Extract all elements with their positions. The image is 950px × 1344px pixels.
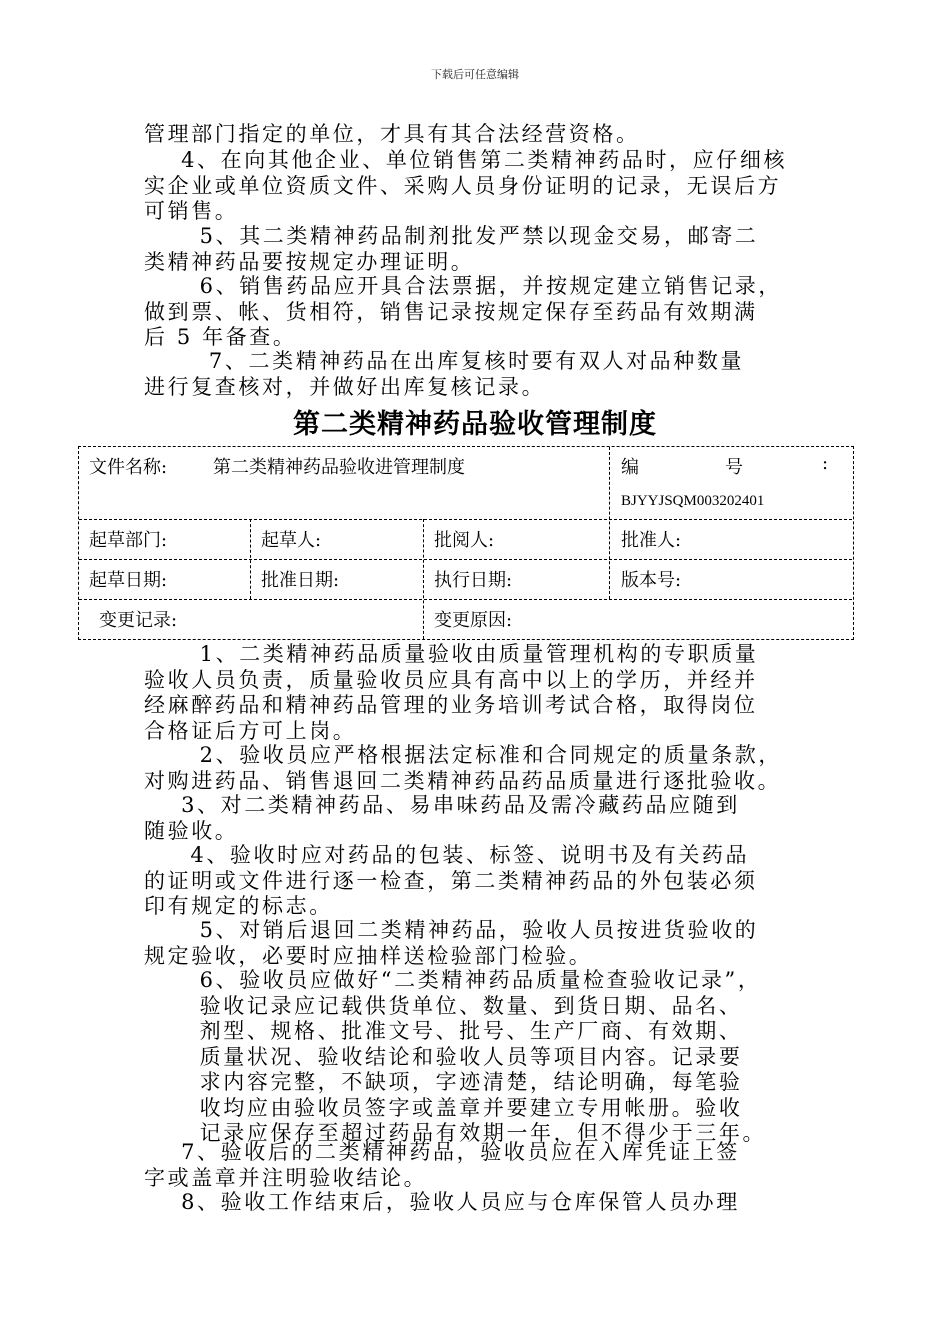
table-row-divider [79,519,852,520]
text-line: 类精神药品要按规定办理证明。 [144,249,475,274]
body-paragraph [144,642,824,744]
text-line: 合格证后方可上岗。 [144,718,357,743]
top-paragraph [144,148,824,225]
top-paragraph [144,274,824,351]
document-info-table [78,446,854,640]
section-title: 第二类精神药品验收管理制度 [293,409,657,440]
body-paragraph [144,968,824,1147]
number-label: 编 [621,457,639,478]
text-line: 字或盖章并注明验收结论。 [144,1165,428,1190]
draft-department-label: 起草部门: [89,530,168,551]
text-line: 3、对二类精神药品、易串味药品及需冷藏药品应随到 [144,793,740,817]
body-paragraph [144,843,824,920]
text-line: 5、其二类精神药品制剂批发严禁以现金交易，邮寄二 [144,224,759,248]
text-line: 验收记录应记载供货单位、数量、到货日期、品名、 [144,993,743,1018]
body-paragraph [144,743,824,794]
top-paragraph [144,224,824,275]
top-paragraph [144,349,824,400]
table-col-divider [250,519,251,599]
table-col-divider [423,519,424,639]
draft-date-label: 起草日期: [89,570,168,591]
text-line: 后 5 年备查。 [144,325,297,349]
text-line: 4、在向其他企业、单位销售第二类精神药品时，应仔细核 [144,148,788,172]
text-line: 做到票、帐、货相符，销售记录按规定保存至药品有效期满 [144,299,758,324]
text-line: 2、验收员应严格根据法定标准和合同规定的质量条款， [144,743,783,767]
text-line: 可销售。 [144,199,239,223]
drafter-label: 起草人: [261,530,322,551]
change-record-label: 变更记录: [99,610,178,631]
approve-date-label: 批准日期: [261,570,340,591]
file-name-value: 第二类精神药品验收进管理制度 [213,457,465,478]
body-paragraph [144,793,824,844]
text-line: 求内容完整，不缺项，字迹清楚，结论明确，每笔验 [144,1070,743,1094]
top-paragraph [144,122,824,148]
document-number: BJYYJSQM003202401 [621,493,765,509]
text-line: 进行复查核对，并做好出库复核记录。 [144,374,546,399]
header-note: 下载后可任意编辑 [431,68,519,81]
version-label: 版本号: [621,570,682,591]
text-line: 质量状况、验收结论和验收人员等项目内容。记录要 [144,1044,743,1069]
change-reason-label: 变更原因: [434,610,513,631]
text-line: 6、销售药品应开具合法票据，并按规定建立销售记录， [144,274,783,298]
text-line: 随验收。 [144,818,239,843]
table-row-divider [79,599,852,600]
text-line: 剂型、规格、批准文号、批号、生产厂商、有效期、 [144,1019,743,1043]
body-paragraph [144,918,824,969]
body-paragraph [144,1140,824,1191]
text-line: 的证明或文件进行逐一检查，第二类精神药品的外包装必须 [144,868,758,893]
text-line: 7、二类精神药品在出库复核时要有双人对品种数量 [144,349,745,373]
number-label-colon: : [822,453,829,474]
number-label: 号 [725,457,743,478]
text-line: 4、验收时应对药品的包装、标签、说明书及有关药品 [144,843,750,867]
text-line: 管理部门指定的单位，才具有其合法经营资格。 [144,122,640,146]
text-line: 规定验收，必要时应抽样送检验部门检验。 [144,943,593,968]
text-line: 1、二类精神药品质量验收由质量管理机构的专职质量 [144,642,759,666]
reviewer-label: 批阅人: [434,530,495,551]
text-line: 5、对销后退回二类精神药品，验收人员按进货验收的 [144,918,759,942]
text-line: 对购进药品、销售退回二类精神药品药品质量进行逐批验收。 [144,768,782,793]
text-line: 6、验收员应做好“二类精神药品质量检查验收记录”， [144,968,762,992]
text-line: 实企业或单位资质文件、采购人员身份证明的记录，无误后方 [144,173,782,198]
text-line: 7、验收后的二类精神药品，验收员应在入库凭证上签 [144,1140,740,1164]
text-line: 8、验收工作结束后，验收人员应与仓库保管人员办理 [144,1190,740,1214]
text-line: 验收人员负责，质量验收员应具有高中以上的学历，并经并 [144,667,758,692]
table-col-divider [609,447,610,599]
file-name-label: 文件名称: [89,457,168,478]
text-line: 收均应由验收员签字或盖章并要建立专用帐册。验收 [144,1095,743,1120]
text-line: 印有规定的标志。 [144,894,333,918]
text-line: 记录应保存至超过药品有效期一年，但不得少于三年。 [144,1121,767,1145]
table-row-divider [79,559,852,560]
approver-label: 批准人: [621,530,682,551]
execution-date-label: 执行日期: [434,570,513,591]
text-line: 经麻醉药品和精神药品管理的业务培训考试合格，取得岗位 [144,693,758,717]
body-paragraph [144,1190,824,1216]
